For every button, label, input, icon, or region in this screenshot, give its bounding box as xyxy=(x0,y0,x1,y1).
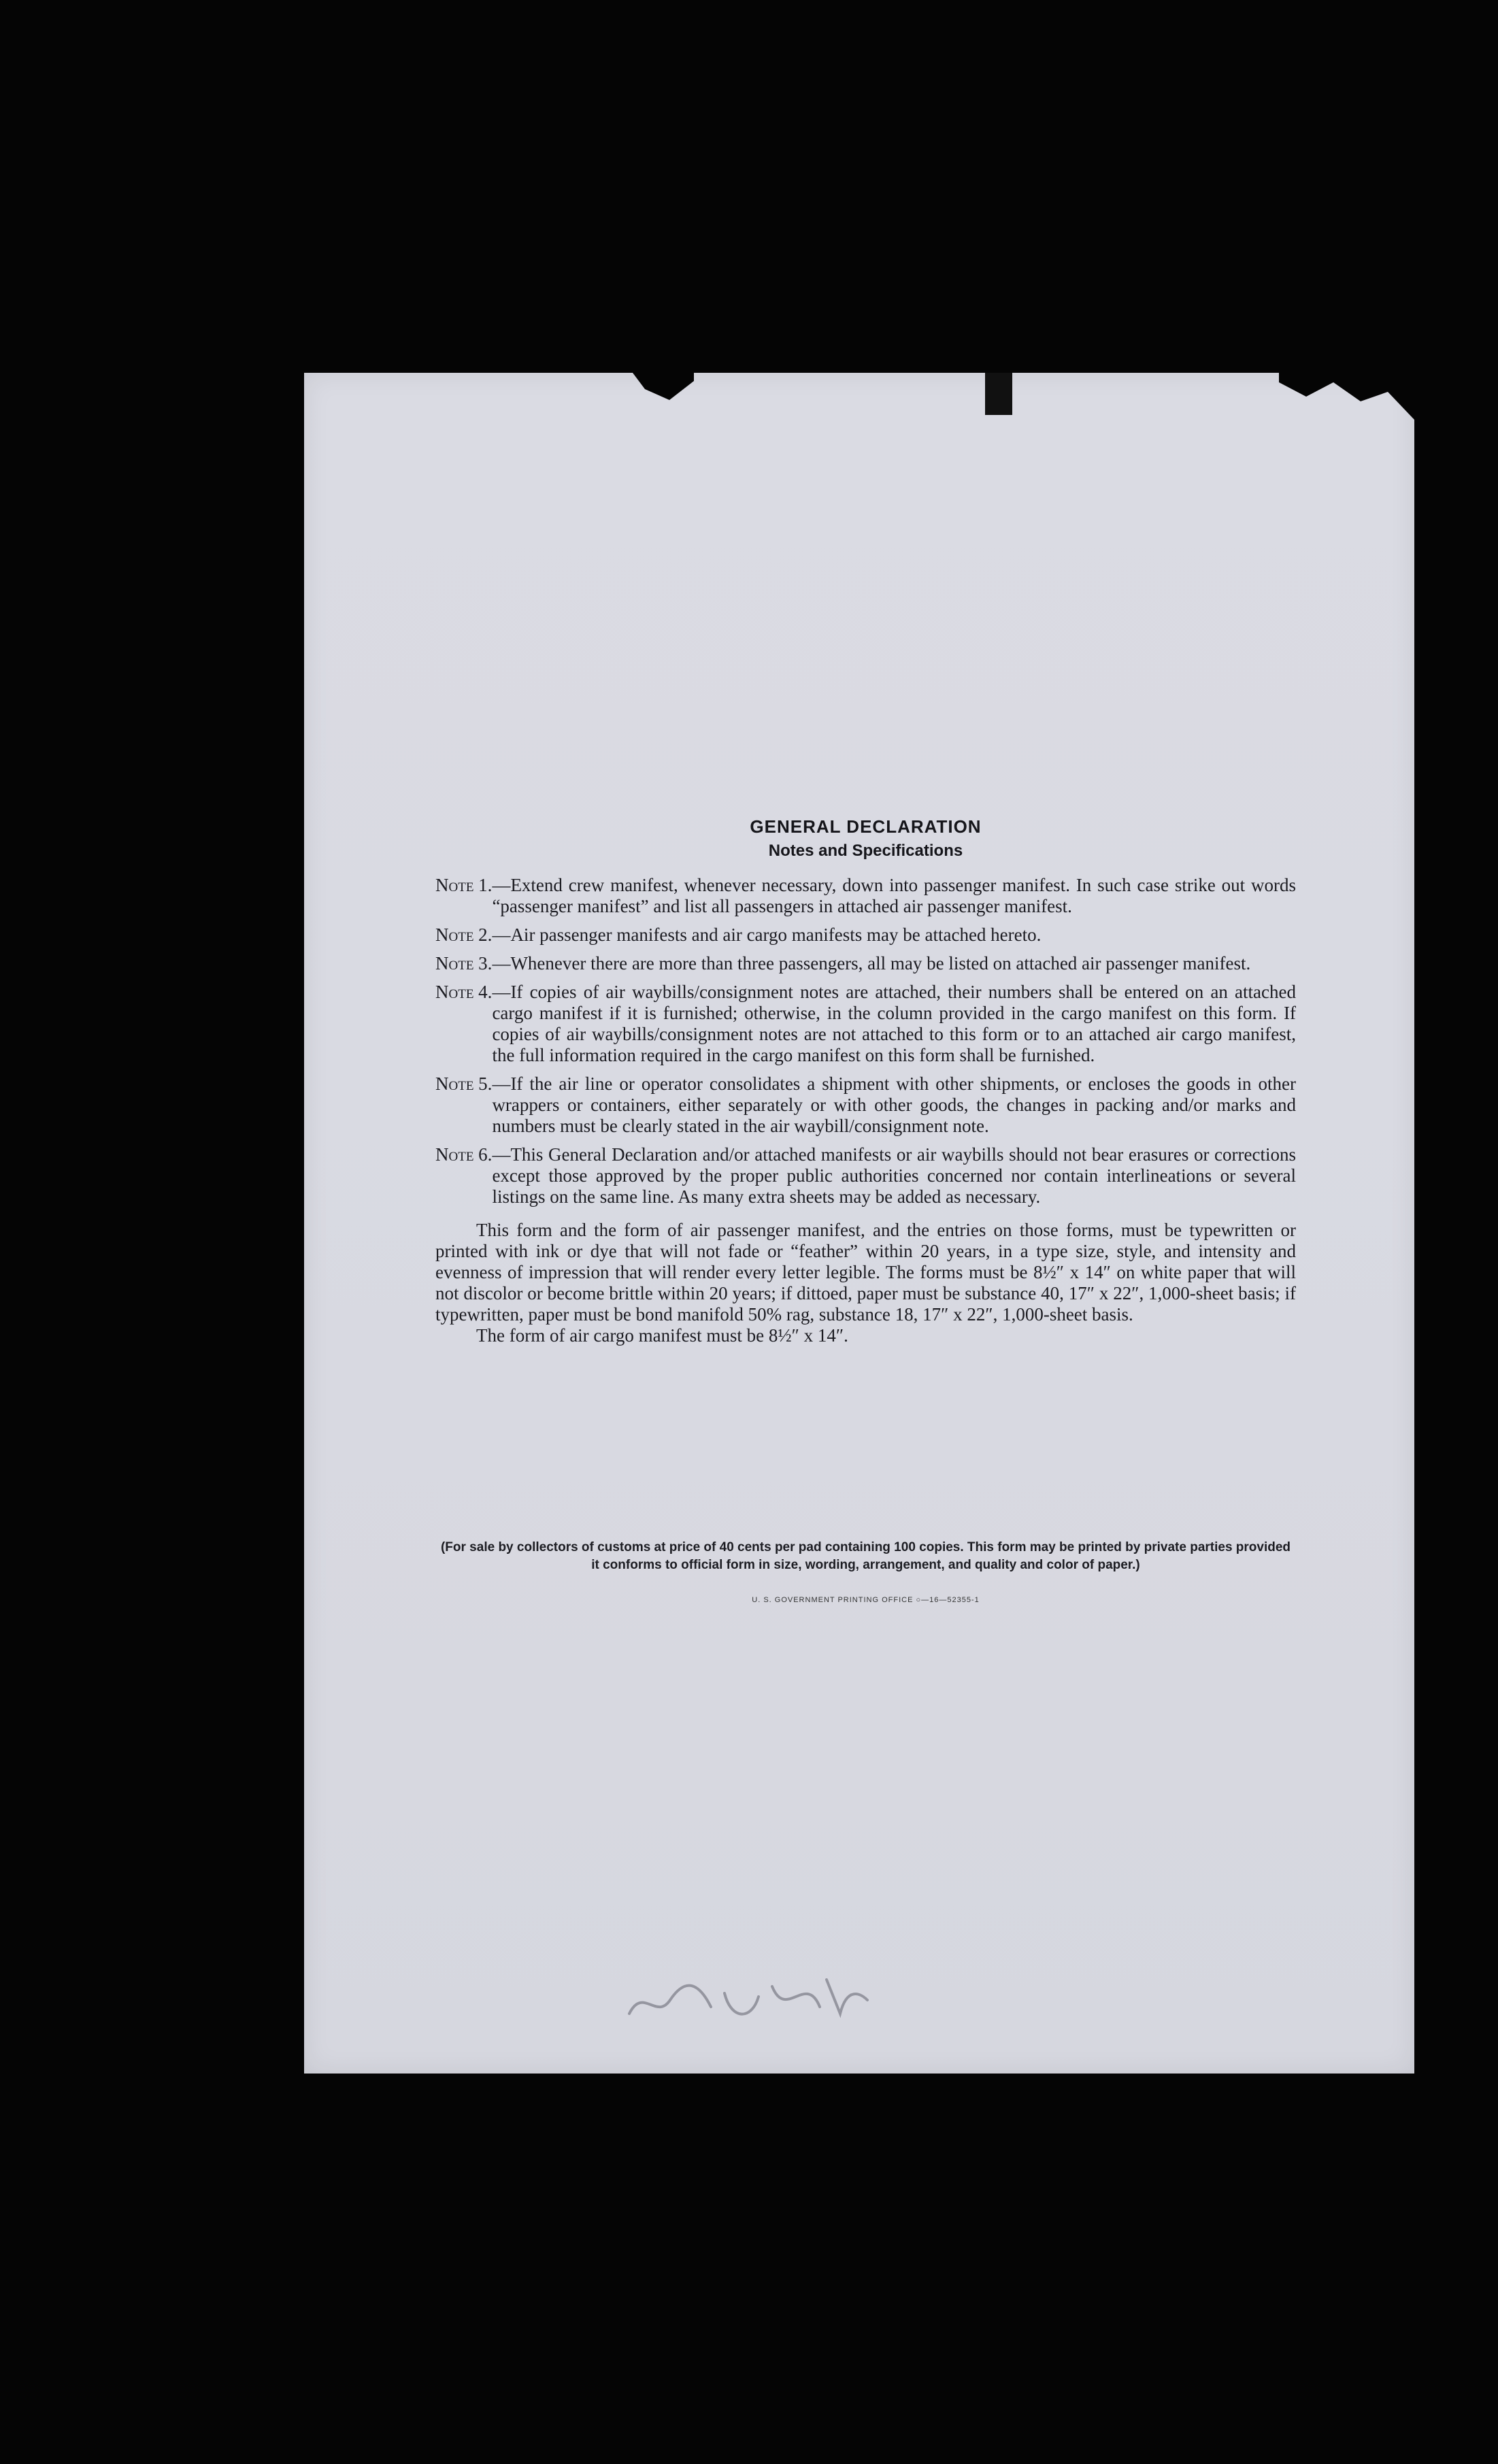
handwritten-signature xyxy=(616,1959,874,2034)
torn-edge xyxy=(985,373,1012,415)
document-subtitle: Notes and Specifications xyxy=(768,842,963,860)
note-text: —This General Declaration and/or attached manifests or air waybills should not bear erasures or corrections except those approved by the proper public authorities concerned nor contain interlineations or several listings on the same line. As many extra sheets may be added as necessary. xyxy=(492,1144,1296,1207)
printer-line: U. S. GOVERNMENT PRINTING OFFICE ○—16—52355-1 xyxy=(752,1596,980,1604)
note-label: Note 3. xyxy=(435,953,493,973)
sale-notice: (For sale by collectors of customs at price of 40 cents per pad containing 100 copies. This form may be printed by private parties provided it conforms to official form in size, wording, arrangement, and quality and color of paper.) xyxy=(440,1540,1291,1572)
note-label: Note 6. xyxy=(435,1144,493,1165)
note-text: —If copies of air waybills/consignment notes are attached, their numbers shall be entered on an attached cargo manifest if it is furnished; otherwise, in the column provided in the cargo manifest on this form. If copies of air waybills/consignment notes are not attached to this form or to an attached air cargo manifest, the full information required in the cargo manifest on this form shall be furnished. xyxy=(492,982,1296,1065)
note-item xyxy=(435,953,1296,974)
note-label: Note 2. xyxy=(435,925,493,945)
document-title: GENERAL DECLARATION xyxy=(750,816,982,837)
note-item xyxy=(435,1144,1296,1208)
note-text: —Whenever there are more than three passengers, all may be listed on attached air passenger manifest. xyxy=(492,953,1251,973)
note-text: —If the air line or operator consolidates a shipment with other shipments, or encloses the goods in other wrappers or containers, either separately or with other goods, the changes in packing and/or marks and numbers must be clearly stated in the air waybill/consignment note. xyxy=(492,1073,1296,1136)
note-label: Note 5. xyxy=(435,1073,493,1094)
note-item xyxy=(435,875,1296,917)
format-requirements: This form and the form of air passenger manifest, and the entries on those forms, must be typewritten or printed with ink or dye that will not fade or “feather” within 20 years, in a type size, style, and intensity and evenness of impression that will render every letter legible. The forms must be 8½″ x 14″ on white paper that will not discolor or become brittle within 20 years; if dittoed, paper must be substance 40, 17″ x 22″, 1,000-sheet basis; if typewritten, paper must be bond manifold 50% rag, substance 18, 17″ x 22″, 1,000-sheet basis. xyxy=(435,1220,1296,1325)
note-item xyxy=(435,982,1296,1066)
document-body xyxy=(435,816,1296,1346)
note-label: Note 4. xyxy=(435,982,493,1002)
note-item xyxy=(435,1073,1296,1137)
note-item xyxy=(435,925,1296,946)
note-text: —Air passenger manifests and air cargo manifests may be attached hereto. xyxy=(492,925,1042,945)
note-text: —Extend crew manifest, whenever necessary, down into passenger manifest. In such case strike out words “passenger manifest” and list all passengers in attached air passenger manifest. xyxy=(492,875,1296,916)
note-label: Note 1. xyxy=(435,875,493,895)
cargo-manifest-size: The form of air cargo manifest must be 8½″ x 14″. xyxy=(476,1325,848,1346)
